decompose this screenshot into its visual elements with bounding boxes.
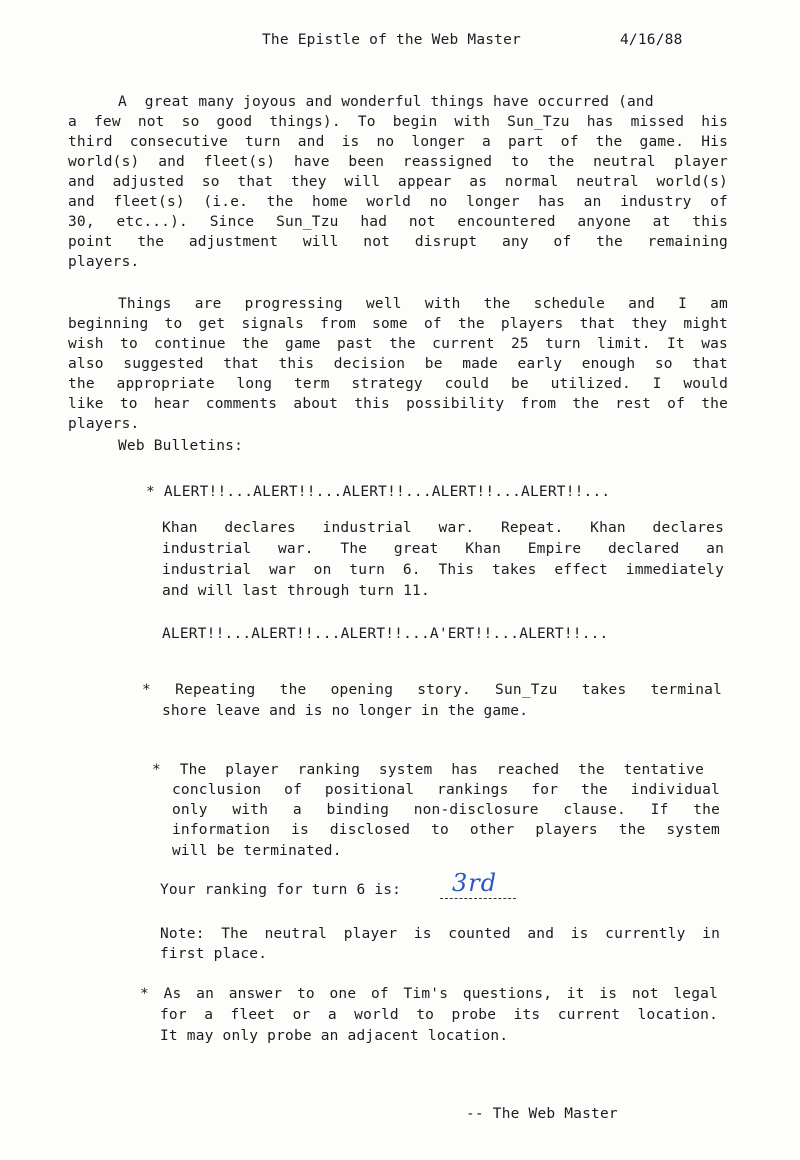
signature: -- The Web Master (466, 1106, 618, 1122)
suntzu-bulletin-line: shore leave and is no longer in the game. (162, 703, 529, 719)
paragraph1-line: and adjusted so that they will appear as normal neutral world(s) (68, 174, 728, 190)
paragraph1-line: and fleet(s) (i.e. the home world no longer has an industry of (68, 194, 728, 210)
paragraph2-line: the appropriate long term strategy could be utilized. I would (68, 376, 728, 392)
paragraph2-line: beginning to get signals from some of the players that they might (68, 316, 728, 332)
khan-bulletin-line: and will last through turn 11. (162, 583, 430, 599)
ranking-label: Your ranking for turn 6 is: (160, 882, 402, 898)
ranking-bulletin-line: only with a binding non-disclosure clause. If the (172, 802, 720, 818)
bulletins-heading: Web Bulletins: (118, 438, 244, 454)
paragraph2-line: wish to continue the game past the current 25 turn limit. It was (68, 336, 728, 352)
khan-bulletin-line: industrial war. The great Khan Empire declared an (162, 541, 724, 557)
document-title: The Epistle of the Web Master (262, 32, 521, 48)
paragraph2-line: Things are progressing well with the schedule and I am (118, 296, 728, 312)
ranking-bulletin-line: * The player ranking system has reached the tentative (152, 762, 704, 778)
alert-banner-bottom: ALERT!!...ALERT!!...ALERT!!...A'ERT!!...ALERT!!... (162, 626, 609, 642)
paragraph1-line: world(s) and fleet(s) have been reassigned to the neutral player (68, 154, 728, 170)
paragraph1-line: third consecutive turn and is no longer a part of the game. His (68, 134, 728, 150)
document-date: 4/16/88 (620, 32, 683, 48)
paragraph1-line: a few not so good things). To begin with Sun_Tzu has missed his (68, 114, 728, 130)
paragraph2-line: also suggested that this decision be made early enough so that (68, 356, 728, 372)
ranking-bulletin-line: will be terminated. (172, 843, 342, 859)
paragraph1-line: point the adjustment will not disrupt any of the remaining (68, 234, 728, 250)
khan-bulletin-line: Khan declares industrial war. Repeat. Khan declares (162, 520, 724, 536)
alert-banner-top: * ALERT!!...ALERT!!...ALERT!!...ALERT!!...ALERT!!... (146, 484, 611, 500)
note-line: first place. (160, 946, 268, 962)
paragraph1-line: players. (68, 254, 140, 270)
probe-bulletin-line: * As an answer to one of Tim's questions, it is not legal (140, 986, 718, 1002)
ranking-bulletin-line: conclusion of positional rankings for the individual (172, 782, 720, 798)
ranking-bulletin-line: information is disclosed to other players the system (172, 822, 720, 838)
khan-bulletin-line: industrial war on turn 6. This takes effect immediately (162, 562, 724, 578)
probe-bulletin-line: It may only probe an adjacent location. (160, 1028, 509, 1044)
paragraph1-line: A great many joyous and wonderful things have occurred (and (118, 94, 654, 110)
ranking-value-handwritten: 3rd (452, 869, 498, 897)
note-line: Note: The neutral player is counted and is currently in (160, 926, 720, 942)
probe-bulletin-line: for a fleet or a world to probe its current location. (160, 1007, 718, 1023)
suntzu-bulletin-line: * Repeating the opening story. Sun_Tzu takes terminal (142, 682, 722, 698)
paragraph2-line: players. (68, 416, 140, 432)
paragraph1-line: 30, etc...). Since Sun_Tzu had not encountered anyone at this (68, 214, 728, 230)
paragraph2-line: like to hear comments about this possibility from the rest of the (68, 396, 728, 412)
